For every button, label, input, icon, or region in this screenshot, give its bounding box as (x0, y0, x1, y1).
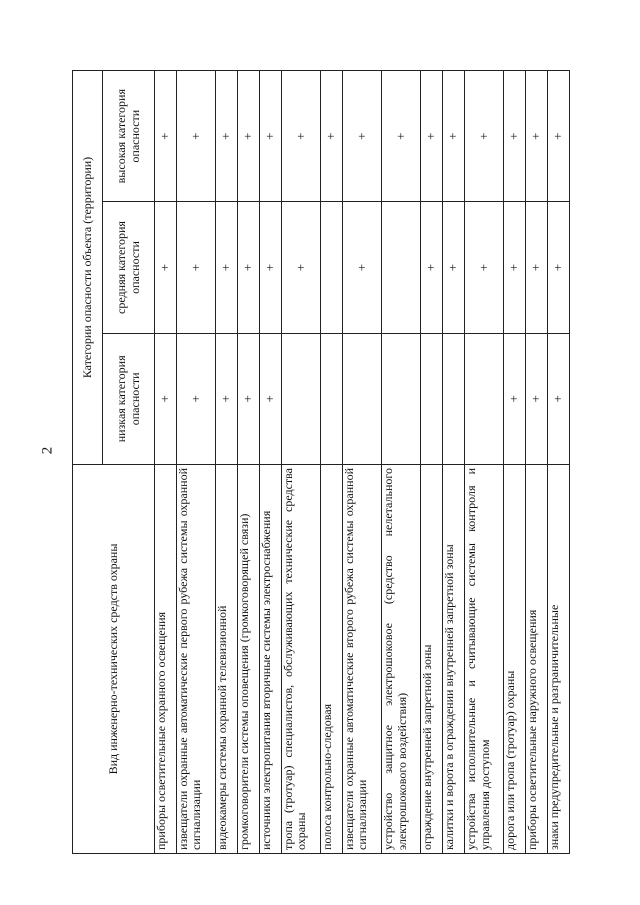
medium-category-mark: + (421, 202, 443, 333)
high-category-mark: + (526, 71, 548, 202)
table-row (382, 71, 421, 854)
medium-category-mark: + (281, 202, 320, 333)
equipment-name-cell: тропа (тротуар) специалистов, обслуживающих технические средства охраны (281, 465, 320, 854)
high-category-mark: + (465, 71, 504, 202)
high-category-mark: + (421, 71, 443, 202)
medium-category-mark: + (155, 202, 177, 333)
low-category-mark (342, 333, 381, 464)
medium-category-mark: + (342, 202, 381, 333)
table-row (342, 71, 381, 854)
low-category-mark: + (155, 333, 177, 464)
medium-category-mark: + (259, 202, 281, 333)
equipment-name-cell: громкоговорители системы оповещения (громкоговорящей связи) (237, 465, 259, 854)
low-category-mark: + (526, 333, 548, 464)
low-category-mark (443, 333, 465, 464)
medium-category-mark (320, 202, 342, 333)
equipment-name-cell: приборы осветительные наружного освещения (526, 465, 548, 854)
high-category-mark: + (342, 71, 381, 202)
equipment-name-cell: полоса контрольно-следовая (320, 465, 342, 854)
table-row (443, 71, 465, 854)
table-row (216, 71, 238, 854)
low-category-mark: + (548, 333, 570, 464)
low-category-mark (320, 333, 342, 464)
high-category-mark: + (155, 71, 177, 202)
table-row (176, 71, 215, 854)
header-equipment-type: Вид инженерно-технических средств охраны (73, 465, 155, 854)
low-category-mark: + (237, 333, 259, 464)
equipment-name-cell: видеокамеры системы охранной телевизионной (216, 465, 238, 854)
medium-category-mark: + (504, 202, 526, 333)
table-row (421, 71, 443, 854)
high-category-mark: + (504, 71, 526, 202)
page-number: 2 (39, 446, 56, 455)
equipment-name-cell: ограждение внутренней запретной зоны (421, 465, 443, 854)
header-low-category: низкая категория опасности (103, 333, 155, 464)
low-category-mark (465, 333, 504, 464)
table-row (465, 71, 504, 854)
table-row (281, 71, 320, 854)
table-row (155, 71, 177, 854)
low-category-mark: + (259, 333, 281, 464)
equipment-name-cell: приборы осветительные охранного освещения (155, 465, 177, 854)
high-category-mark: + (548, 71, 570, 202)
low-category-mark: + (176, 333, 215, 464)
high-category-mark: + (216, 71, 238, 202)
security-equipment-table (72, 70, 570, 854)
low-category-mark: + (216, 333, 238, 464)
table-row (548, 71, 570, 854)
equipment-name-cell: устройства исполнительные и считывающие системы контроля и управления доступом (465, 465, 504, 854)
low-category-mark (281, 333, 320, 464)
high-category-mark: + (259, 71, 281, 202)
header-hazard-categories: Категории опасности объекта (территории) (73, 71, 103, 465)
equipment-name-cell: источники электропитания вторичные системы электроснабжения (259, 465, 281, 854)
high-category-mark: + (320, 71, 342, 202)
table-row (526, 71, 548, 854)
equipment-name-cell: устройство защитное электрошоковое (средство нелетального электрошокового воздействия) (382, 465, 421, 854)
table-row (320, 71, 342, 854)
header-medium-category: средняя категория опасности (103, 202, 155, 333)
equipment-name-cell: калитки и ворота в ограждении внутренней запретной зоны (443, 465, 465, 854)
high-category-mark: + (382, 71, 421, 202)
medium-category-mark: + (443, 202, 465, 333)
table-row (504, 71, 526, 854)
low-category-mark: + (504, 333, 526, 464)
equipment-name-cell: извещатели охранные автоматические первого рубежа системы охранной сигнализации (176, 465, 215, 854)
medium-category-mark: + (526, 202, 548, 333)
table-row (259, 71, 281, 854)
equipment-name-cell: знаки предупредительные и разграничительные (548, 465, 570, 854)
high-category-mark: + (281, 71, 320, 202)
low-category-mark (421, 333, 443, 464)
medium-category-mark: + (548, 202, 570, 333)
header-high-category: высокая категория опасности (103, 71, 155, 202)
equipment-name-cell: дорога или тропа (тротуар) охраны (504, 465, 526, 854)
medium-category-mark: + (465, 202, 504, 333)
equipment-name-cell: извещатели охранные автоматические второго рубежа системы охранной сигнализации (342, 465, 381, 854)
table-row (237, 71, 259, 854)
medium-category-mark: + (176, 202, 215, 333)
medium-category-mark: + (237, 202, 259, 333)
high-category-mark: + (443, 71, 465, 202)
high-category-mark: + (176, 71, 215, 202)
rotated-table-container (72, 70, 570, 854)
medium-category-mark: + (216, 202, 238, 333)
high-category-mark: + (237, 71, 259, 202)
low-category-mark (382, 333, 421, 464)
medium-category-mark (382, 202, 421, 333)
